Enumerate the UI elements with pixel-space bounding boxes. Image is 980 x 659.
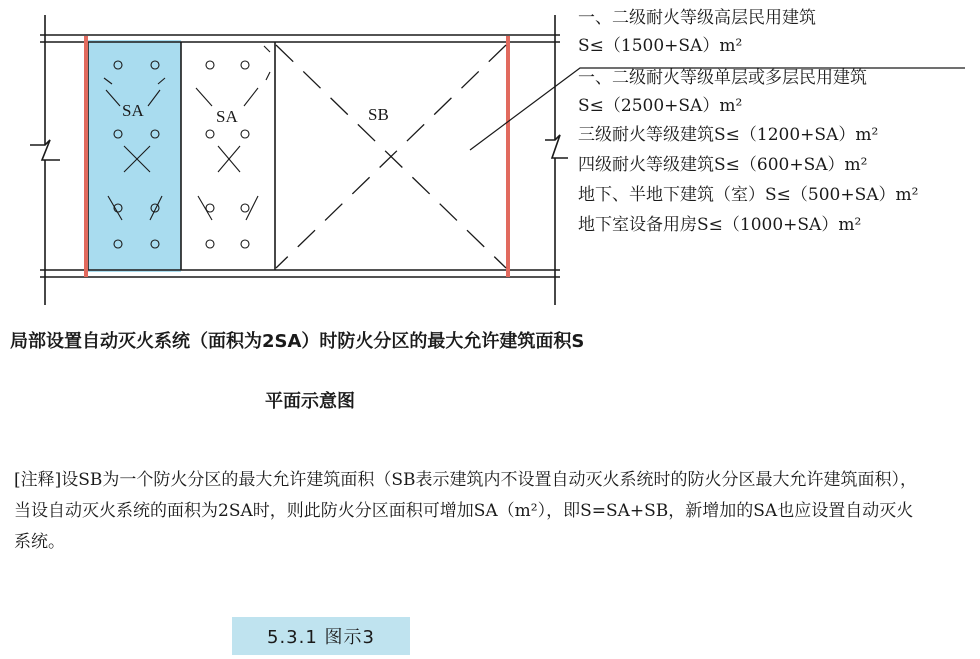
legend-line-2: S≤（1500+SA）m² [578, 36, 743, 56]
legend-line-7: 地下、半地下建筑（室）S≤（500+SA）m² [578, 185, 919, 205]
zone-a1-label: SA [122, 101, 144, 120]
legend-line-8: 地下室设备用房S≤（1000+SA）m² [578, 215, 862, 235]
figure-caption: 局部设置自动灭火系统（面积为2SA）时防火分区的最大允许建筑面积S [10, 331, 585, 352]
legend-line-6: 四级耐火等级建筑S≤（600+SA）m² [578, 155, 868, 175]
zone-b-cross [276, 45, 506, 268]
legend-line-4: S≤（2500+SA）m² [578, 96, 743, 116]
zone-b-label: SB [368, 105, 389, 124]
legend-line-3: 一、二级耐火等级单层或多层民用建筑 [578, 68, 867, 88]
figure-number-label: 5.3.1 图示3 [232, 617, 410, 655]
zone-a2-label: SA [216, 107, 238, 126]
annotation-note: [注释]设SB为一个防火分区的最大允许建筑面积（SB表示建筑内不设置自动灭火系统时的防火分区最大允许建筑面积），当设自动灭火系统的面积为2SA时，则此防火分区面积可增加SA（m²），即S=SA+SB，新增加的SA也应设置自动灭火系统。 [14, 470, 918, 552]
legend-line-5: 三级耐火等级建筑S≤（1200+SA）m² [578, 125, 879, 145]
sprinkler-heads-zone-2 [196, 46, 270, 248]
figure-subcaption: 平面示意图 [265, 391, 355, 412]
legend-line-1: 一、二级耐火等级高层民用建筑 [578, 8, 816, 28]
